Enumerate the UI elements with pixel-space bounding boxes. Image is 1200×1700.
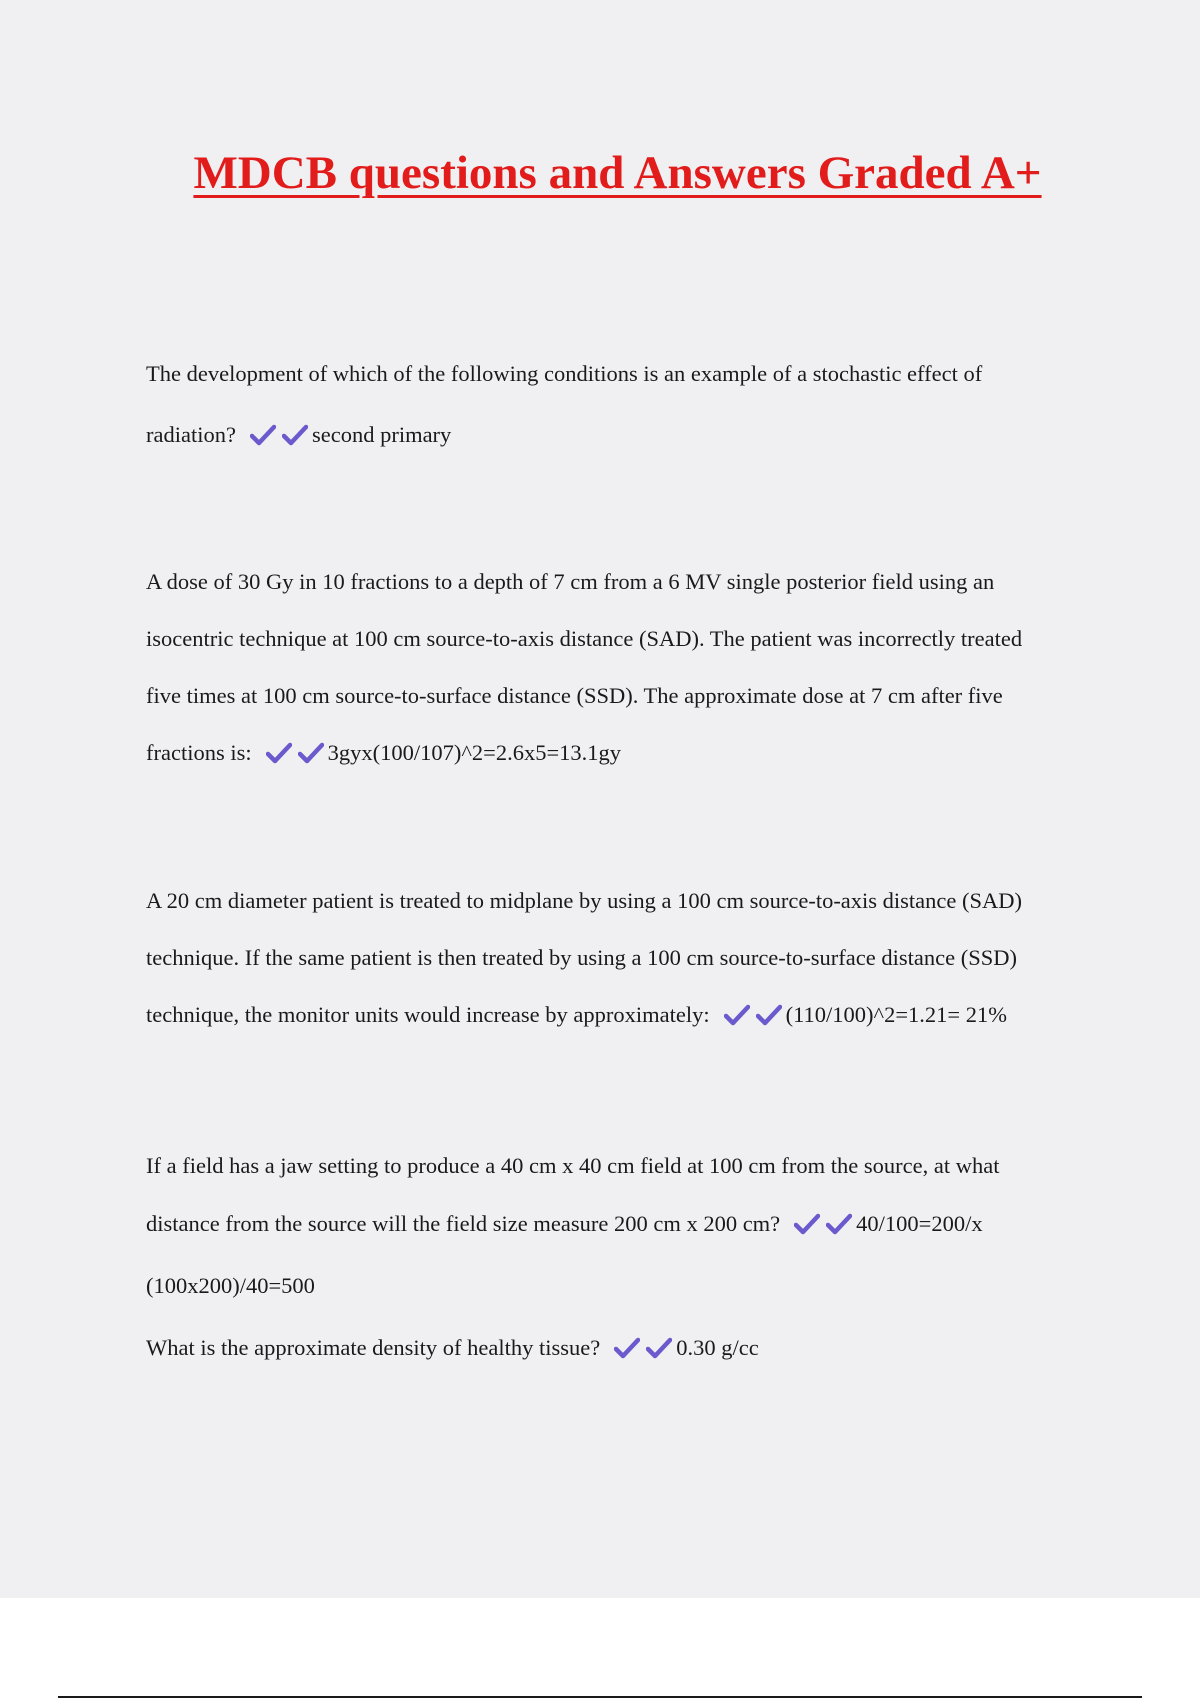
question-line: isocentric technique at 100 cm source-to-axis distance (SAD). The patient was incorrectly treated [146,626,1023,651]
question-line: What is the approximate density of healthy tissue? 0.30 g/cc [146,1319,1096,1381]
answer-marker [794,1199,854,1257]
answer-marker [250,408,310,469]
question-line: A dose of 30 Gy in 10 fractions to a depth of 7 cm from a 6 MV single posterior field using an [146,569,995,594]
qa-item [146,343,1096,469]
question-line: distance from the source will the field size measure 200 cm x 200 cm? 40/100=200/x [146,1195,1096,1257]
question-line: five times at 100 cm source-to-surface distance (SSD). The approximate dose at 7 cm after five [146,683,1003,708]
answer-text: 3gyx(100/107)^2=2.6x5=13.1gy [327,740,622,765]
answer-text: (110/100)^2=1.21= 21% [785,1002,1007,1027]
check-icon [724,1004,750,1026]
question-line: technique, the monitor units would increase by approximately: (110/100)^2=1.21= 21% [146,986,1096,1047]
document-title: MDCB questions and Answers Graded A+ [193,147,1042,199]
answer-text: (100x200)/40=500 [146,1273,315,1298]
qa-item [146,1137,1096,1315]
check-icon [614,1337,640,1359]
question-line: fractions is: 3gyx(100/107)^2=2.6x5=13.1gy [146,724,1096,785]
check-icon [756,1004,782,1026]
answer-text: 0.30 g/cc [676,1335,759,1360]
answer-marker [724,990,784,1047]
question-line: technique. If the same patient is then treated by using a 100 cm source-to-surface distance (SSD) [146,945,1017,970]
check-icon [646,1337,672,1359]
check-icon [282,424,308,446]
footer-divider [58,1696,1142,1698]
answer-text: second primary [311,422,452,447]
question-line: If a field has a jaw setting to produce a 40 cm x 40 cm field at 100 cm from the source, at what [146,1153,1000,1178]
qa-item [146,872,1096,1047]
qa-item [146,553,1096,785]
check-icon [266,742,292,764]
question-line: The development of which of the following conditions is an example of a stochastic effect of [146,361,983,386]
answer-marker [266,728,326,785]
qa-item [146,1319,1096,1381]
answer-marker [614,1323,674,1381]
check-icon [298,742,324,764]
answer-text: 40/100=200/x [856,1211,983,1236]
question-line: radiation? second primary [146,404,1096,469]
check-icon [826,1213,852,1235]
question-line: A 20 cm diameter patient is treated to midplane by using a 100 cm source-to-axis distance (SAD) [146,888,1023,913]
check-icon [794,1213,820,1235]
check-icon [250,424,276,446]
